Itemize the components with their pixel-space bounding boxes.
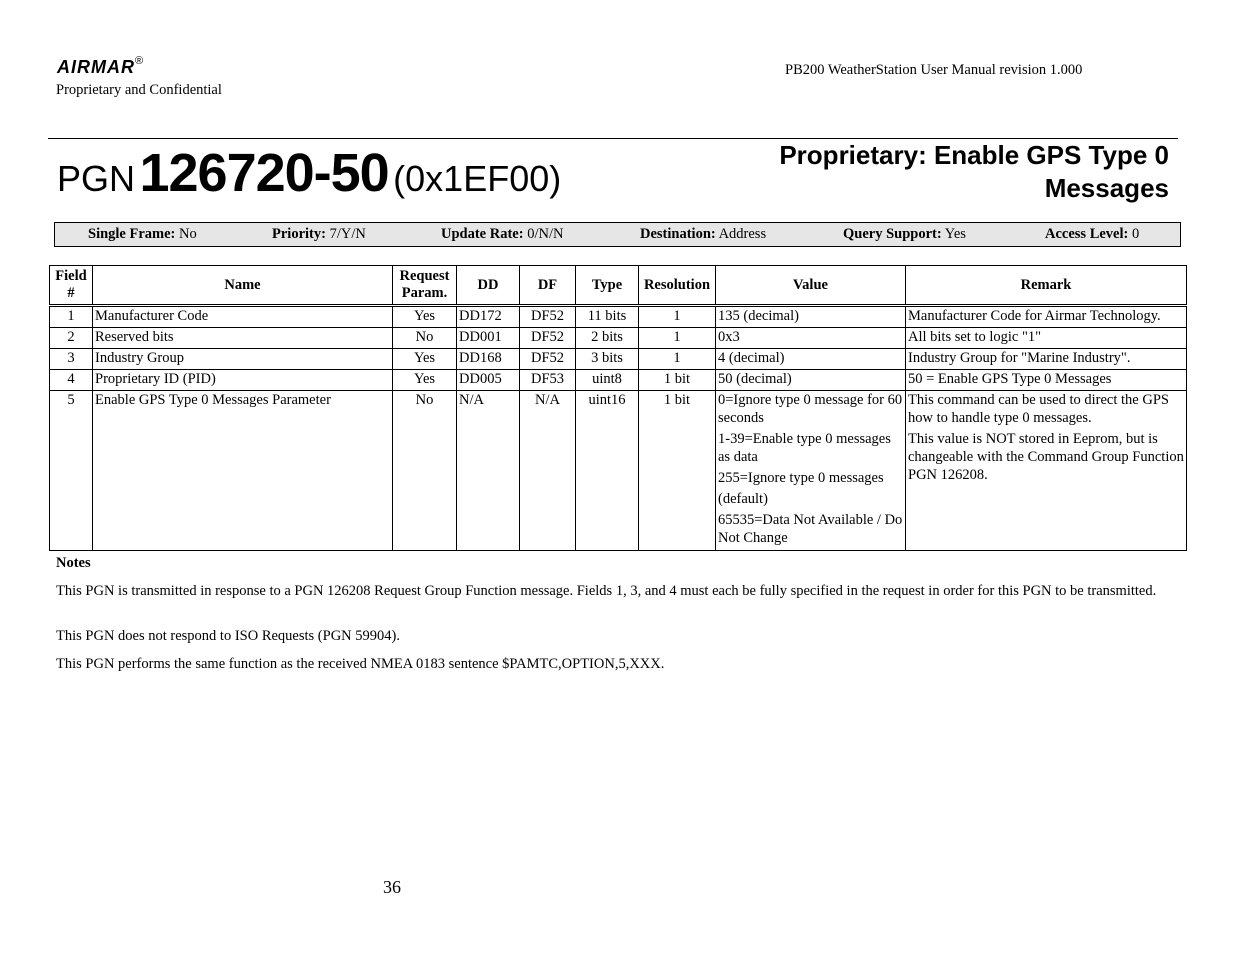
- pgn-number: 126720-50: [139, 143, 389, 203]
- cell-field: 2: [50, 328, 93, 349]
- remark-line: This command can be used to direct the GPS how to handle type 0 messages.: [908, 392, 1169, 426]
- table-row: [50, 306, 1187, 328]
- cell-name: Manufacturer Code: [93, 306, 393, 328]
- notes-heading: Notes: [56, 555, 91, 571]
- note-paragraph: This PGN performs the same function as the received NMEA 0183 sentence $PAMTC,OPTION,5,XXX.: [56, 656, 665, 672]
- cell-df: DF52: [520, 349, 576, 370]
- cell-remark: Manufacturer Code for Airmar Technology.: [906, 306, 1187, 328]
- cell-type: 3 bits: [576, 349, 639, 370]
- cell-df: DF52: [520, 328, 576, 349]
- value-line: 1-39=Enable type 0 messages as data: [718, 431, 891, 465]
- cell-name: Reserved bits: [93, 328, 393, 349]
- cell-value: 0x3: [716, 328, 906, 349]
- cell-resolution: 1 bit: [639, 391, 716, 551]
- cell-df: DF52: [520, 306, 576, 328]
- cell-remark: [906, 391, 1187, 551]
- cell-request: Yes: [393, 306, 457, 328]
- cell-df: DF53: [520, 370, 576, 391]
- cell-request: No: [393, 391, 457, 551]
- cell-value: 4 (decimal): [716, 349, 906, 370]
- cell-dd: DD172: [457, 306, 520, 328]
- header-dd: DD: [457, 266, 520, 306]
- prop-query-support: Query Support: Yes: [843, 226, 966, 242]
- header-name: Name: [93, 266, 393, 306]
- cell-request: Yes: [393, 349, 457, 370]
- value-line: (default): [718, 491, 768, 507]
- prop-single-frame: Single Frame: No: [88, 226, 197, 242]
- value-line: 255=Ignore type 0 messages: [718, 470, 884, 486]
- cell-resolution: 1: [639, 328, 716, 349]
- cell-field: 5: [50, 391, 93, 551]
- table-row: [50, 391, 1187, 551]
- cell-dd: DD168: [457, 349, 520, 370]
- cell-dd: DD001: [457, 328, 520, 349]
- table-row: [50, 328, 1187, 349]
- header-remark: Remark: [906, 266, 1187, 306]
- properties-bar: [54, 222, 1181, 247]
- prop-access-level: Access Level: 0: [1045, 226, 1140, 242]
- confidential-label: Proprietary and Confidential: [56, 82, 222, 98]
- cell-type: uint16: [576, 391, 639, 551]
- pgn-fields-table: [49, 265, 1187, 551]
- pgn-heading: [57, 141, 561, 219]
- note-paragraph: This PGN does not respond to ISO Requests (PGN 59904).: [56, 628, 400, 644]
- pgn-title-line: Proprietary: Enable GPS Type 0: [779, 140, 1169, 170]
- pgn-prefix: PGN: [57, 158, 136, 199]
- table-row: [50, 370, 1187, 391]
- remark-line: This value is NOT stored in Eeprom, but is changeable with the Command Group Function PGN 126208.: [908, 431, 1184, 483]
- header-value: Value: [716, 266, 906, 306]
- cell-type: uint8: [576, 370, 639, 391]
- cell-resolution: 1 bit: [639, 370, 716, 391]
- table-header-row: [50, 266, 1187, 306]
- prop-update-rate: Update Rate: 0/N/N: [441, 226, 564, 242]
- cell-value: 135 (decimal): [716, 306, 906, 328]
- header-request: Request Param.: [393, 266, 457, 306]
- value-line: 0=Ignore type 0 message for 60 seconds: [718, 392, 903, 426]
- cell-df: N/A: [520, 391, 576, 551]
- cell-request: Yes: [393, 370, 457, 391]
- cell-dd: DD005: [457, 370, 520, 391]
- cell-field: 1: [50, 306, 93, 328]
- value-line: 65535=Data Not Available / Do Not Change: [718, 512, 903, 546]
- header-df: DF: [520, 266, 576, 306]
- cell-request: No: [393, 328, 457, 349]
- cell-dd: N/A: [457, 391, 520, 551]
- cell-remark: Industry Group for "Marine Industry".: [906, 349, 1187, 370]
- cell-field: 3: [50, 349, 93, 370]
- prop-priority: Priority: 7/Y/N: [272, 226, 366, 242]
- cell-value: 50 (decimal): [716, 370, 906, 391]
- header-resolution: Resolution: [639, 266, 716, 306]
- header-type: Type: [576, 266, 639, 306]
- pgn-title: [779, 139, 1169, 205]
- pgn-hex: (0x1EF00): [393, 158, 562, 199]
- page-number: 36: [383, 877, 401, 897]
- manual-title: PB200 WeatherStation User Manual revision 1.000: [785, 62, 1083, 78]
- cell-type: 2 bits: [576, 328, 639, 349]
- cell-name: Enable GPS Type 0 Messages Parameter: [93, 391, 393, 551]
- cell-field: 4: [50, 370, 93, 391]
- cell-name: Industry Group: [93, 349, 393, 370]
- cell-name: Proprietary ID (PID): [93, 370, 393, 391]
- header-field: Field #: [50, 266, 93, 306]
- cell-value: [716, 391, 906, 551]
- cell-remark: All bits set to logic "1": [906, 328, 1187, 349]
- cell-remark: 50 = Enable GPS Type 0 Messages: [906, 370, 1187, 391]
- airmar-logo: AIRMAR®: [57, 55, 145, 77]
- pgn-title-line: Messages: [1044, 173, 1169, 203]
- cell-resolution: 1: [639, 306, 716, 328]
- registered-mark: ®: [135, 55, 145, 67]
- prop-destination: Destination: Address: [640, 226, 767, 242]
- table-row: [50, 349, 1187, 370]
- cell-type: 11 bits: [576, 306, 639, 328]
- cell-resolution: 1: [639, 349, 716, 370]
- note-paragraph: This PGN is transmitted in response to a PGN 126208 Request Group Function message. Fields 1, 3, and 4 must each be fully specified in the request in order for this PGN to be transmitted.: [56, 583, 1157, 599]
